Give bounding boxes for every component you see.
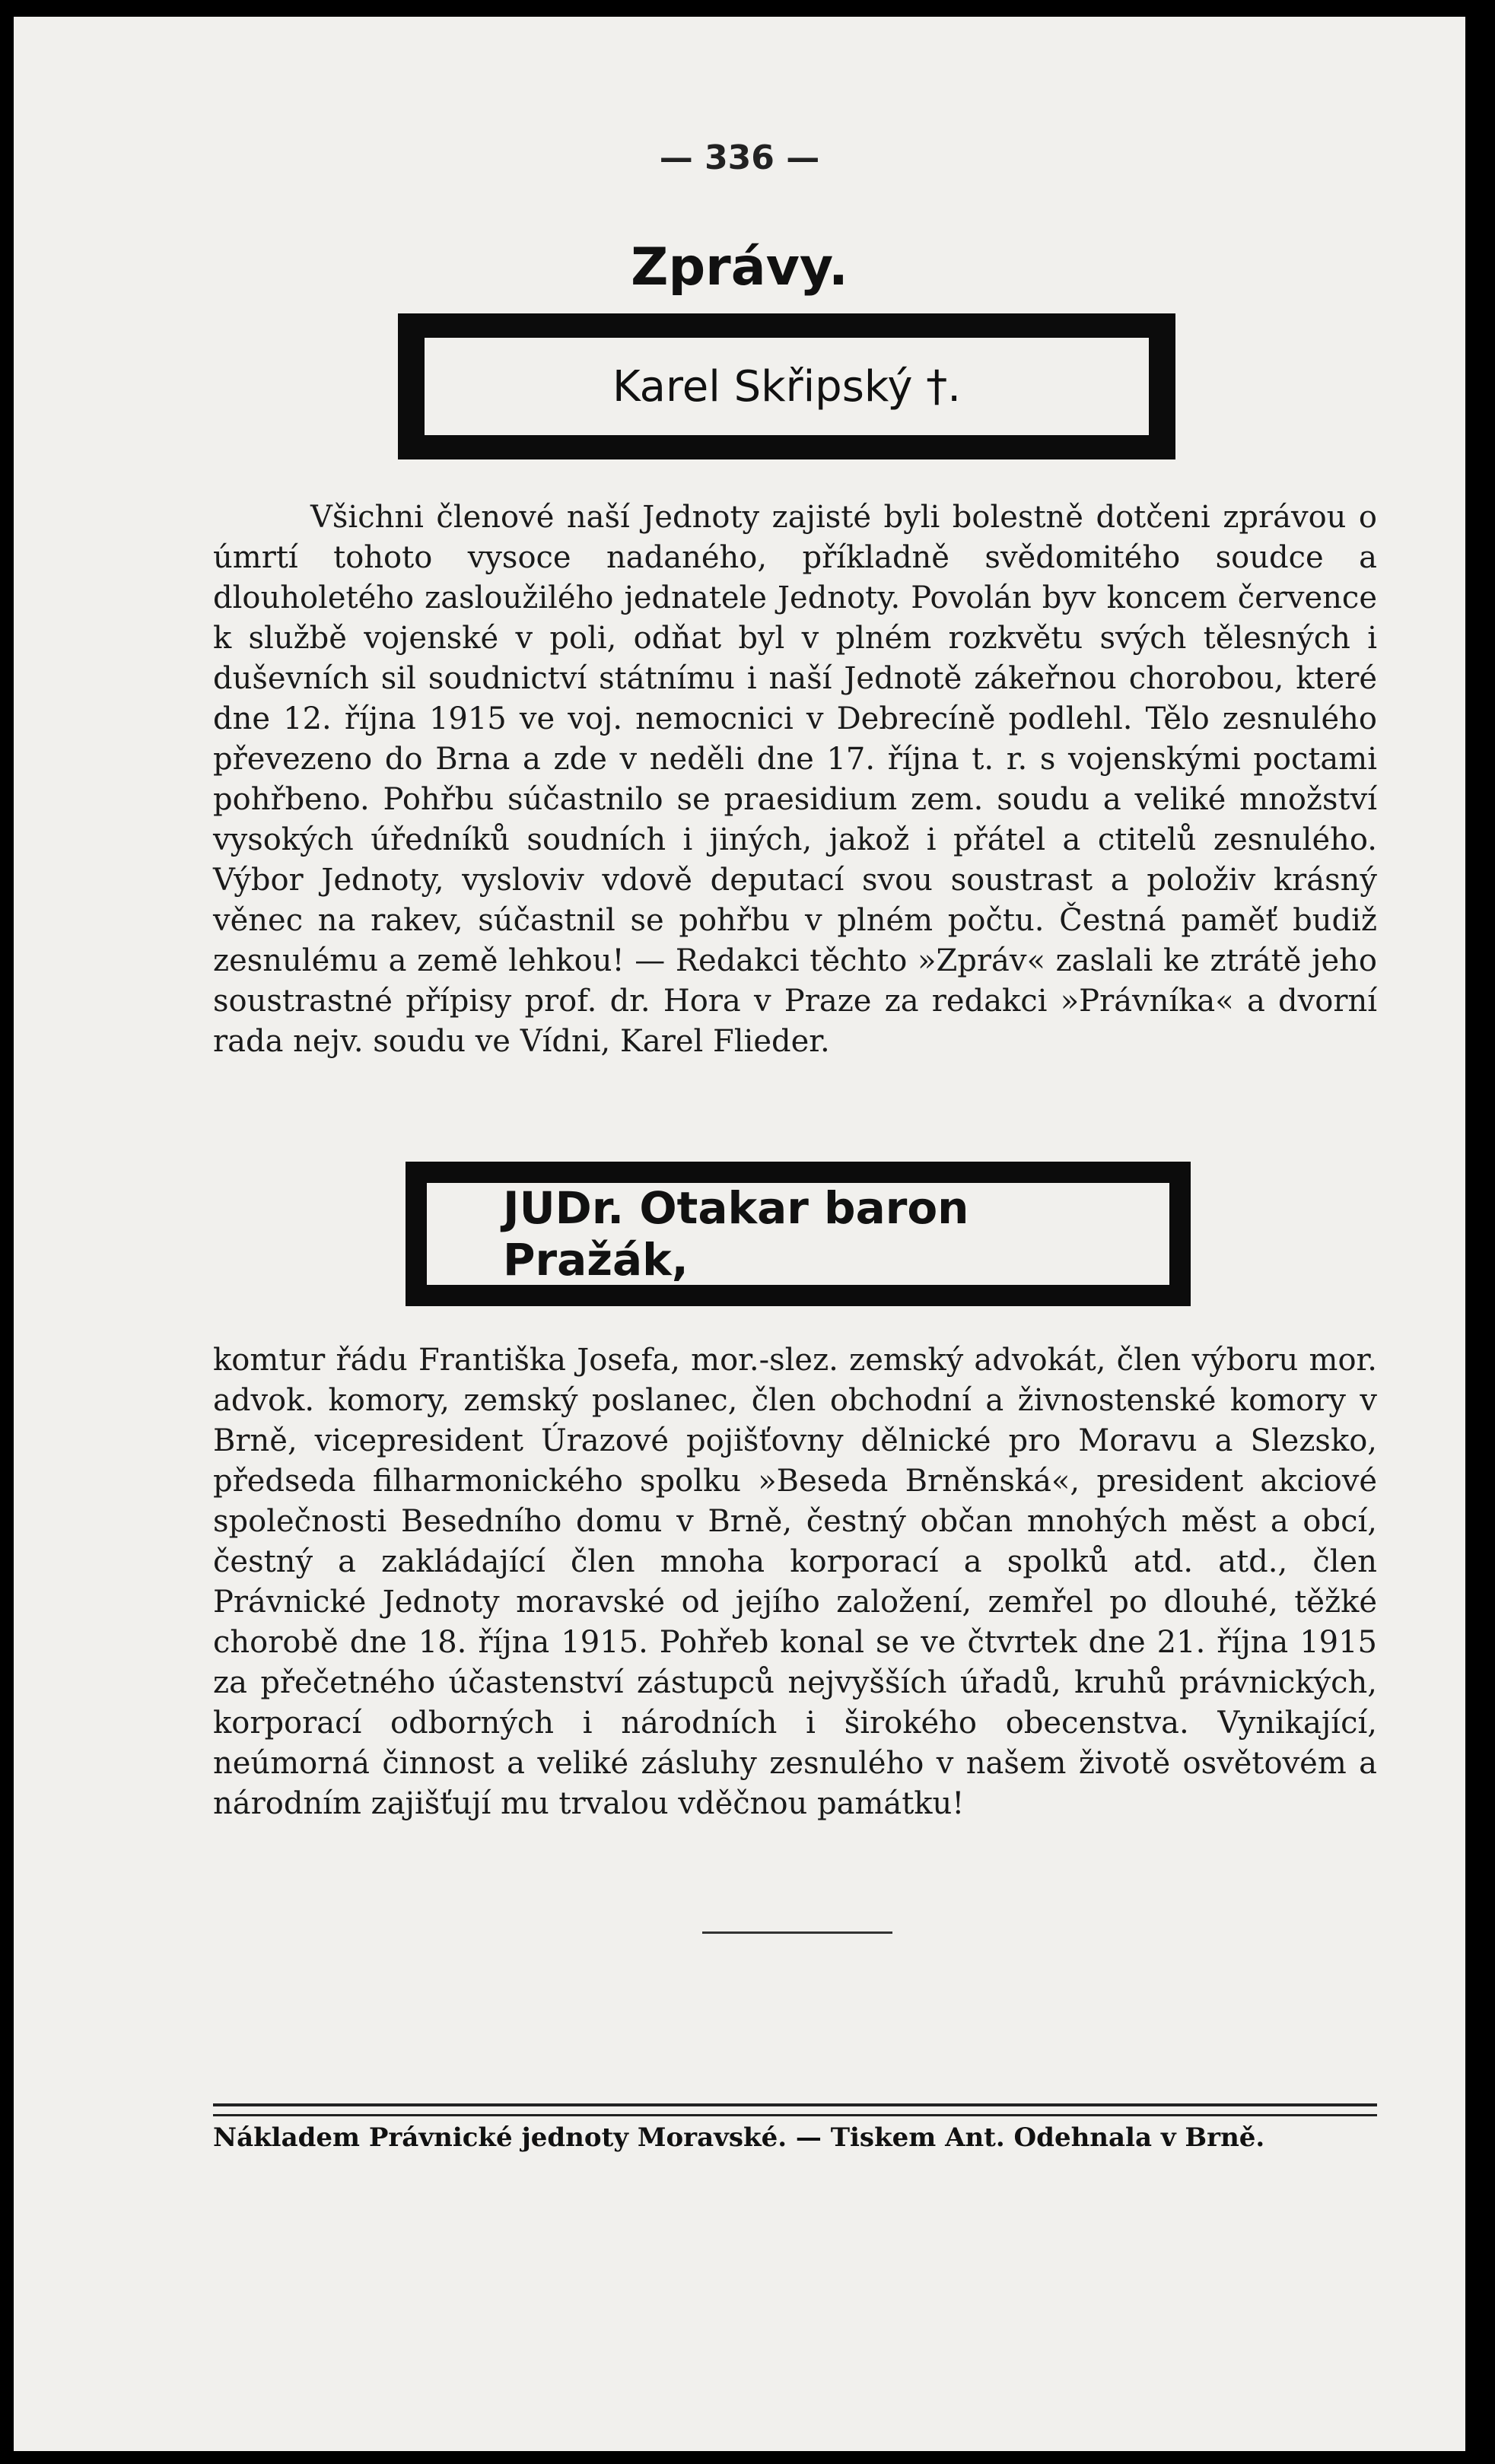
obituary-text: komtur řádu Františka Josefa, mor.-slez. zemský advokát, člen výboru mor. advok. komory, zemský poslanec, člen obchodní a živnostenské komory v Brně, vicepresident Úrazové pojišťovny dělnické pro Moravu a Slezsko, předseda filharmonického spolku »Beseda Brněnská«, president akciové společnosti Besedního domu v Brně, čestný občan mnohých měst a obcí, čestný a zakládající člen mnoha korporací a spolků atd. atd., člen Právnické Jednoty moravské od jejího založení, zemřel po dlouhé, těžké chorobě dne 18. října 1915. Pohřeb konal se ve čtvrtek dne 21. října 1915 za přečetného účastenství zástupců nejvyšších úřadů, kruhů právnických, korporací odborných i národních i širokého obecenstva. Vynikající, neúmorná činnost a veliké zásluhy zesnulého v našem životě osvětovém a národním zajišťují mu trvalou vděčnou památku! [213,1343,1377,1821]
obituary-heading-frame [406,1162,1191,1306]
obituary-text: Všichni členové naší Jednoty zajisté byli bolestně dotčeni zprávou o úmrtí tohoto vysoce nadaného, příkladně svědomitého soudce a dlouholetého zasloužilého jednatele Jednoty. Povolán byv koncem července k službě vojenské v poli, odňat byl v plném rozkvětu svých tělesných i duševních sil soudnictví státnímu i naší Jednotě zákeřnou chorobou, které dne 12. října 1915 ve voj. nemocnici v Debrecíně podlehl. Tělo zesnulého převezeno do Brna a zde v neděli dne 17. října t. r. s vojenskými poctami pohřbeno. Pohřbu súčastnilo se praesidium zem. soudu a veliké množství vysokých úředníků soudních i jiných, jakož i přátel a ctitelů zesnulého. Výbor Jednoty, vysloviv vdově deputací svou soustrast a položiv krásný věnec na rakev, súčastnil se pohřbu v plném počtu. Čestná paměť budiž zesnulému a země lehkou! — Redakci těchto »Zpráv« zaslali ke ztrátě jeho soustrastné přípisy prof. dr. Hora v Praze za redakci »Právníka« a dvorní rada nejv. soudu ve Vídni, Karel Flieder. [213,500,1377,1059]
obituary-heading-frame [398,313,1175,459]
obituary-heading: JUDr. Otakar baron Pražák, [427,1183,1169,1285]
obituary-heading: Karel Skřipský †. [425,338,1149,435]
footer-rule [213,2103,1377,2116]
divider [702,1931,892,1934]
section-title: Zprávy. [631,237,848,297]
document-page [14,17,1465,2451]
page-number: — 336 — [659,138,820,177]
imprint-footer: Nákladem Právnické jednoty Moravské. — Tiskem Ant. Odehnala v Brně. [213,2122,1265,2153]
